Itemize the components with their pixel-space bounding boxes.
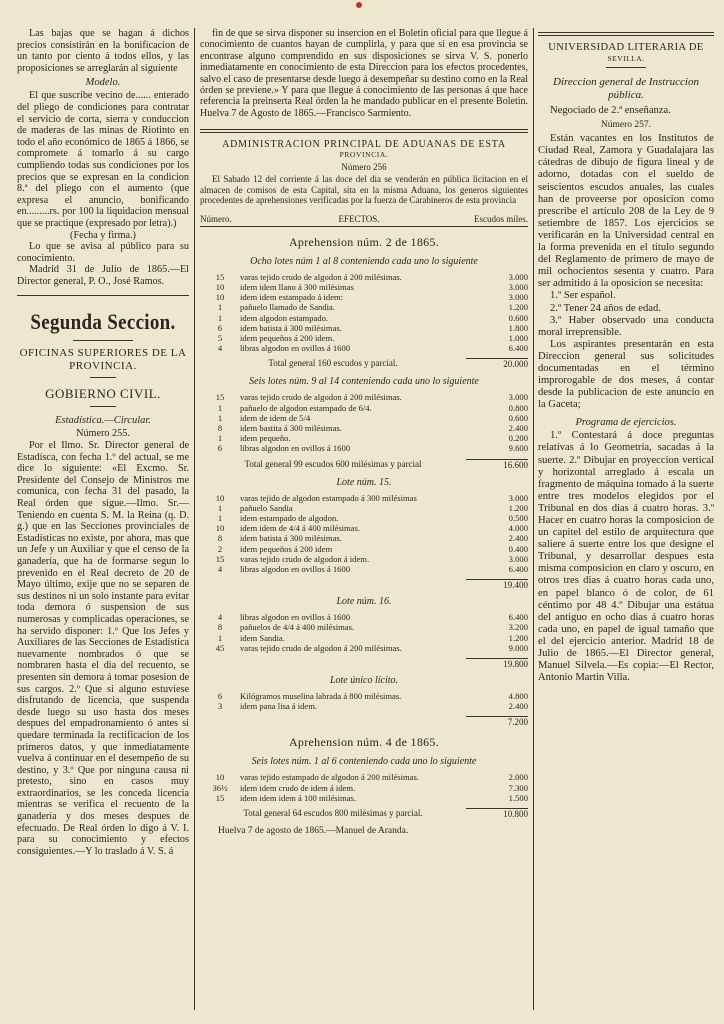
table-row: [200, 333, 528, 343]
total-value: 20.000: [466, 358, 528, 370]
item-value: 1.200: [508, 302, 528, 313]
item-description: idem bastita á 300 milésimas.: [240, 422, 342, 433]
item-quantity: 10: [215, 492, 225, 503]
group-subtitle: Ocho lotes núm 1 al 8 conteniendo cada uno lo siguiente: [250, 255, 478, 267]
item-quantity: 15: [215, 553, 225, 564]
paragraph: fin de que se sirva disponer su insercion en el Boletin oficial para que llegue á conocimiento de cuantos hayan de cumplirla, y para que si en esa provincia se encontrase alguno comprendido en sus disposiciones se sirva V. S. ponerlo inmediatamente en conocimiento de esta Direccion para los efectos procedentes, salvo el caso de presentarse desde luego á desempeñar su destino como en la Real órden se previene.» Y para que llegue á conocimiento de las personas á que hace referencia la preinserta Real órden la he mandado publicar en el presente Boletin. Huelva 7 de Agosto de 1865.—Francisco Sarmiento.: [200, 28, 528, 119]
item-value: 3.000: [508, 553, 528, 564]
table-row: [200, 554, 528, 564]
group-subtitle: Lote único lícito.: [329, 675, 399, 687]
item-quantity: 3: [217, 701, 223, 712]
divider: [538, 32, 714, 36]
negociado-line: Negociado de 2.ª enseñanza.: [550, 105, 671, 116]
item-description: pañuelo de algodon estampado de 6/4.: [240, 402, 372, 413]
item-value: 0.200: [508, 433, 528, 444]
item-quantity: 1: [217, 412, 223, 423]
item-quantity: 1: [217, 402, 223, 413]
table-row: [200, 783, 528, 793]
table-row: [200, 544, 528, 554]
admin-subtitle: PROVINCIA.: [339, 150, 389, 160]
item-description: pañuelo llamado de Sandia.: [240, 302, 335, 313]
table-row: [200, 343, 528, 353]
paragraph: Los aspirantes presentarán en esta Direccion general sus solicitudes documentadas en el término improrogable de dos meses, á contar desde la publicacion de este anuncio en la Gaceta;: [538, 338, 714, 411]
paragraph: 1.º Contestará á doce preguntas relativas á lo Geometría, sacadas á la suerte. 2.º Dibujar en proyeccion vertical y horizontal arreglado á escala un fragmento de máquina tomado á la suerte entre tres modelos elegidos por el Tribunal en dos dias á cuatro horas. 3.º Hacer en cuatro horas la composicion de un capitel del estilo de arquitectura que saliere á suerte entre los que designe el Tribunal, y desarrollar despues esta misma composicion en claro y oscuro, en otros tres dias á cuatro horas cada uno, en papel blanco ó de color, de 61 céntimo por 48 4.º Dibujar una estátua del antiguo en ocho dias á cuatro horas cada uno, en papel de igual tamaño que el del ejercicio anterior. Madrid 18 de Julio de 1865.—El Director general, Manuel Silvela.—Es copia:—El Rector, Antonio Martin Villa.: [538, 430, 714, 684]
item-quantity: 15: [215, 271, 225, 282]
item-description: idem Sandia.: [240, 632, 285, 643]
item-quantity: 36½: [212, 782, 228, 793]
gobierno-heading: GOBIERNO CIVIL.: [45, 386, 161, 402]
item-quantity: 15: [215, 792, 225, 803]
requirement: 1.º Ser español.: [550, 290, 616, 302]
section-title: Segunda Seccion.: [30, 310, 176, 335]
item-quantity: 10: [215, 523, 225, 534]
auction-intro: El Sabado 12 del corriente á las doce del dia se venderán en pública licitacion en el almacen de comisos de esta Capital, sita en la misma Aduana, los generos siguientes procedentes de aprehensiones verificadas por la fuerza de Carabineros de esta provincia: [200, 174, 528, 206]
item-quantity: 6: [217, 691, 223, 702]
item-value: 6.400: [508, 343, 528, 354]
item-value: 4.000: [508, 523, 528, 534]
modelo-title: Modelo.: [85, 77, 121, 89]
item-quantity: 6: [217, 322, 223, 333]
item-description: idem idem idem á 100 milésimas.: [240, 792, 356, 803]
fecha-firma: (Fecha y firma.): [70, 229, 136, 241]
item-value: 1.500: [508, 792, 528, 803]
item-quantity: 4: [217, 343, 223, 354]
group-subtitle: Lote núm. 15.: [336, 476, 392, 488]
subtotal-value: 19.800: [466, 658, 528, 669]
item-description: libras algodon en ovillos á 1600: [240, 612, 351, 623]
item-value: 1.000: [508, 332, 528, 343]
table-row: [200, 513, 528, 523]
table-row: [200, 793, 528, 803]
paragraph: Por el Ilmo. Sr. Director general de Estadísca, con fecha 1.º del actual, se me dice lo siguiente: «El Excmo. Sr. Presidente del Consejo de Ministros me comunica, con fecha 31 del pasado, la Real órden que sigue.—Ilmo. Sr.—Teniendo en cuenta S. M. la Reina (q. D. g.) que en las Secciones provinciales de Estadísticas no existe, por ahora, mas que un Jefe y un Auxiliar y que el censo de la ganadería, que ha de formarse segun lo prevenido en el Real decreto de 20 de Mayo último, exije que no se separen de sus destinos ni un solo instante para evitar toda demora ó suspension de sus numerosas y complicadas operaciones, se ha servido disponer: 1.º Que los Jefes y Auxiliares de las Secciones de Estadística nuevamente nombrados ó que se nombraren hasta el dia del recuento, se presenten sin demora á tomar posesion de sus cargos. 2.º Que si alguno estuviese disfrutando de licencia, que suspenda desde luego su uso hasta dos meses despues del empadronamiento ó antes si quedare terminada la rectificacion de los primeros datos, y que inmediatamente vuelva á continuar en el desempeño de su destino, y 3.º Que por ninguna causa ni pretesto, sino en casos muy extraordinarios, se les conceda licencia mientras se verifica el recuento de la ganadería y dos meses despues de efectuado. De Real órden lo digo á V. I. para su conocimiento y efectos consiguientes.—Y lo traslado á V. S. á: [17, 440, 189, 857]
item-value: 9.000: [508, 642, 528, 653]
paragraph: Madrid 31 de Julio de 1865.—El Director general, P. O., José Ramos.: [17, 264, 189, 287]
item-value: 0.800: [508, 402, 528, 413]
item-quantity: 1: [217, 632, 223, 643]
item-quantity: 5: [217, 332, 223, 343]
item-list: [200, 691, 528, 711]
item-description: idem pequeños á 200 idem.: [240, 332, 335, 343]
item-description: idem de idem de 5/4: [240, 412, 311, 423]
group-subtitle: Seis lotes núm. 1 al 6 conteniendo cada uno lo siguiente: [251, 756, 477, 768]
item-quantity: 10: [215, 292, 225, 303]
column-rule-2: [533, 28, 534, 1010]
column-middle: [200, 28, 528, 838]
item-description: varas tejido crudo de algodon á idem.: [240, 553, 370, 564]
column-left: [17, 28, 189, 857]
table-row: [200, 643, 528, 653]
table-row: [200, 302, 528, 312]
item-value: 2.400: [508, 533, 528, 544]
item-value: 2.400: [508, 422, 528, 433]
item-quantity: 10: [215, 772, 225, 783]
item-quantity: 1: [217, 433, 223, 444]
total-label: Total general 99 escudos 600 milésimas y parcial: [244, 458, 422, 469]
header-escudos: Escudos miles.: [474, 213, 528, 224]
item-value: 2.400: [508, 701, 528, 712]
circular-title: Estadística.—Circular.: [55, 415, 151, 427]
item-description: idem idem estampado á idem:: [240, 292, 344, 303]
table-row: [200, 691, 528, 701]
table-row: [200, 443, 528, 453]
table-row: [200, 523, 528, 533]
item-quantity: 6: [217, 443, 223, 454]
total-value: 16.600: [466, 459, 528, 471]
group-title: Aprehension núm. 2 de 1865.: [288, 234, 440, 249]
table-row: [200, 701, 528, 711]
programa-title: Programa de ejercicios.: [575, 417, 677, 429]
table-row: [200, 323, 528, 333]
item-description: varas tejido crudo de algodon á 200 milésimas.: [240, 392, 402, 403]
item-value: 3.000: [508, 292, 528, 303]
divider: [73, 340, 133, 341]
table-row: [200, 403, 528, 413]
item-description: libras algodon en ovillos á 1600: [240, 564, 351, 575]
item-quantity: 15: [215, 392, 225, 403]
column-right: [538, 28, 714, 684]
group-subtotal: [200, 658, 528, 669]
item-quantity: 10: [215, 281, 225, 292]
item-description: idem estampado de algodon.: [240, 513, 339, 523]
numero-label: Número 257.: [600, 120, 652, 131]
item-description: libras algodon en ovillos á 1600: [240, 443, 351, 454]
item-quantity: 1: [217, 302, 223, 313]
item-quantity: 1: [217, 312, 223, 323]
item-description: idem batista á 300 milésimas.: [240, 533, 342, 544]
subtotal-value: 7.200: [466, 716, 528, 727]
item-description: idem algodon estampado.: [240, 312, 329, 323]
table-row: [200, 533, 528, 543]
group-total: [200, 808, 528, 820]
subtotal-value: 19.400: [466, 579, 528, 590]
item-quantity: 8: [217, 533, 223, 544]
item-value: 3.000: [508, 392, 528, 403]
numero-label: Número 255.: [76, 428, 130, 440]
requirement: 2.º Tener 24 años de edad.: [550, 302, 661, 314]
item-value: 6.400: [508, 564, 528, 575]
item-list: [200, 493, 528, 575]
item-value: 3.000: [508, 281, 528, 292]
item-value: 7.300: [508, 782, 528, 793]
admin-title: ADMINISTRACION PRINCIPAL DE ADUANAS DE ESTA: [222, 139, 506, 151]
divider: [90, 406, 116, 407]
divider: [606, 67, 646, 68]
item-description: pañuelo Sandia: [240, 502, 293, 513]
item-value: 3.000: [508, 271, 528, 282]
direccion-heading: Direccion general de Instruccion pública.: [553, 76, 699, 101]
item-quantity: 4: [217, 564, 223, 575]
item-quantity: 45: [215, 642, 225, 653]
column-rule-1: [194, 28, 195, 1010]
table-row: [200, 433, 528, 443]
table-row: [200, 292, 528, 302]
group-total: [200, 358, 528, 370]
group-subtotal: [200, 579, 528, 590]
item-value: 0.500: [508, 513, 528, 523]
table-row: [200, 612, 528, 622]
header-numero: Número.: [200, 213, 232, 224]
item-value: 0.400: [508, 543, 528, 554]
paragraph: Están vacantes en los Institutos de Ciudad Real, Zamora y Guadalajara las cátedras de dibujo de figura lineal y de adorno, dotadas con el sueldo de seiscientos escudos anuales, las cuales han de proveerse por oposicion como prescribe el artículo 208 de la Ley de 9 setiembre de 1857. Los ejercicios se verificarán en la Universidad central en la forma prevenida en el título segundo del Reglamento de primero de mayo de mil ochocientos sesenta y cuatro. Para ser admitido á la oposicion se necesita:: [538, 133, 714, 290]
university-subtitle: SEVILLA.: [607, 54, 645, 63]
item-description: idem pequeños á 200 idem: [240, 543, 333, 554]
university-title: UNIVERSIDAD LITERARIA DE: [548, 42, 704, 53]
table-row: [200, 564, 528, 574]
header-efectos: EFECTOS.: [338, 213, 380, 224]
table-row: [200, 392, 528, 402]
item-description: idem pana lisa á idem.: [240, 701, 318, 712]
item-description: libras algodon en ovillos á 1600: [240, 343, 351, 354]
table-row: [200, 622, 528, 632]
item-quantity: 1: [217, 502, 223, 513]
table-row: [200, 272, 528, 282]
divider: [200, 129, 528, 133]
table-row: [200, 633, 528, 643]
item-list: [200, 612, 528, 653]
item-description: idem idem crudo de idem á idem.: [240, 782, 356, 793]
item-value: 3.000: [508, 492, 528, 503]
table-row: [200, 423, 528, 433]
item-value: 3.200: [508, 622, 528, 633]
table-row: [200, 413, 528, 423]
item-description: Kilógramos muselina labrada á 800 milésimas.: [240, 691, 402, 702]
table-row: [200, 313, 528, 323]
item-value: 0.600: [508, 412, 528, 423]
requirement: 3.º Haber observado una conducta moral irreprensible.: [538, 314, 714, 338]
item-description: idem idem de 4/4 á 400 milésimas.: [240, 523, 361, 534]
item-list: [200, 272, 528, 354]
table-row: [200, 772, 528, 782]
item-value: 1.200: [508, 502, 528, 513]
numero-label: Número 256: [341, 162, 387, 173]
group-subtitle: Seis lotes núm. 9 al 14 conteniendo cada uno lo siguiente: [249, 376, 479, 388]
total-value: 10.800: [466, 808, 528, 820]
item-quantity: 8: [217, 622, 223, 633]
group-total: [200, 459, 528, 471]
oficinas-heading: OFICINAS SUPERIORES DE LA PROVINCIA.: [19, 347, 187, 373]
table-row: [200, 493, 528, 503]
item-description: varas tejido crudo de algodon á 200 milésimas.: [240, 271, 402, 282]
total-label: Total general 64 escudos 800 milésimas y parcial.: [243, 808, 423, 819]
item-value: 4.800: [508, 691, 528, 702]
ink-spot: [356, 2, 362, 8]
divider: [17, 295, 189, 296]
item-quantity: 4: [217, 612, 223, 623]
divider: [90, 377, 116, 378]
group-subtitle: Lote núm. 16.: [336, 596, 392, 608]
item-description: pañuelos de 4/4 á 400 milésimas.: [240, 622, 355, 633]
paragraph: Las bajas que se hagan á dichos precios consistirán en la bonificacion de un tanto por ciento á todos ellos, y las proposiciones se arreglarán al siguiente: [17, 28, 189, 74]
item-description: idem batista á 300 milésimas.: [240, 322, 342, 333]
table-row: [200, 503, 528, 513]
item-description: varas tejido estampado de algodon á 200 milésimas.: [240, 772, 419, 783]
item-description: idem idem llano á 300 milésimas: [240, 281, 354, 292]
item-value: 1.200: [508, 632, 528, 643]
paragraph: El que suscribe vecino de...... enterado del pliego de condiciones para contratar el servicio de corta, sierra y conduccion de maderas de las minas de Riotinto en todo el año económico de 1865 á 1866, se compromete á tomarlo á su cargo cumpliendo todas sus condiciones por los precios que se expresan en la condicion 8.ª del pliego con el aumento (que expresa el anuncio, bonificando en.........rs. por 100 la liquidacion mensual que se practique (expresado por letra).): [17, 90, 189, 229]
item-value: 6.400: [508, 612, 528, 623]
group-subtotal: [200, 716, 528, 727]
total-label: Total general 160 escudos y parcial.: [268, 358, 398, 369]
item-value: 0.600: [508, 312, 528, 323]
item-description: idem pequeño.: [240, 433, 291, 444]
item-quantity: 2: [217, 543, 223, 554]
item-list: [200, 772, 528, 803]
item-value: 2.000: [508, 772, 528, 783]
table-header: [200, 212, 528, 227]
item-quantity: 1: [217, 513, 223, 523]
item-value: 9.600: [508, 443, 528, 454]
item-value: 1.800: [508, 322, 528, 333]
item-quantity: 8: [217, 422, 223, 433]
group-title: Aprehension núm. 4 de 1865.: [288, 735, 440, 750]
item-description: varas tejido crudo de algodon á 200 milésimas.: [240, 642, 402, 653]
paragraph: Lo que se avisa al público para su conocimiento.: [17, 241, 189, 264]
item-description: varas tejido de algodon estampado á 300 milésimas: [240, 492, 417, 503]
signature-footer: Huelva 7 de agosto de 1865.—Manuel de Aranda.: [218, 826, 409, 837]
item-list: [200, 392, 528, 453]
table-row: [200, 282, 528, 292]
